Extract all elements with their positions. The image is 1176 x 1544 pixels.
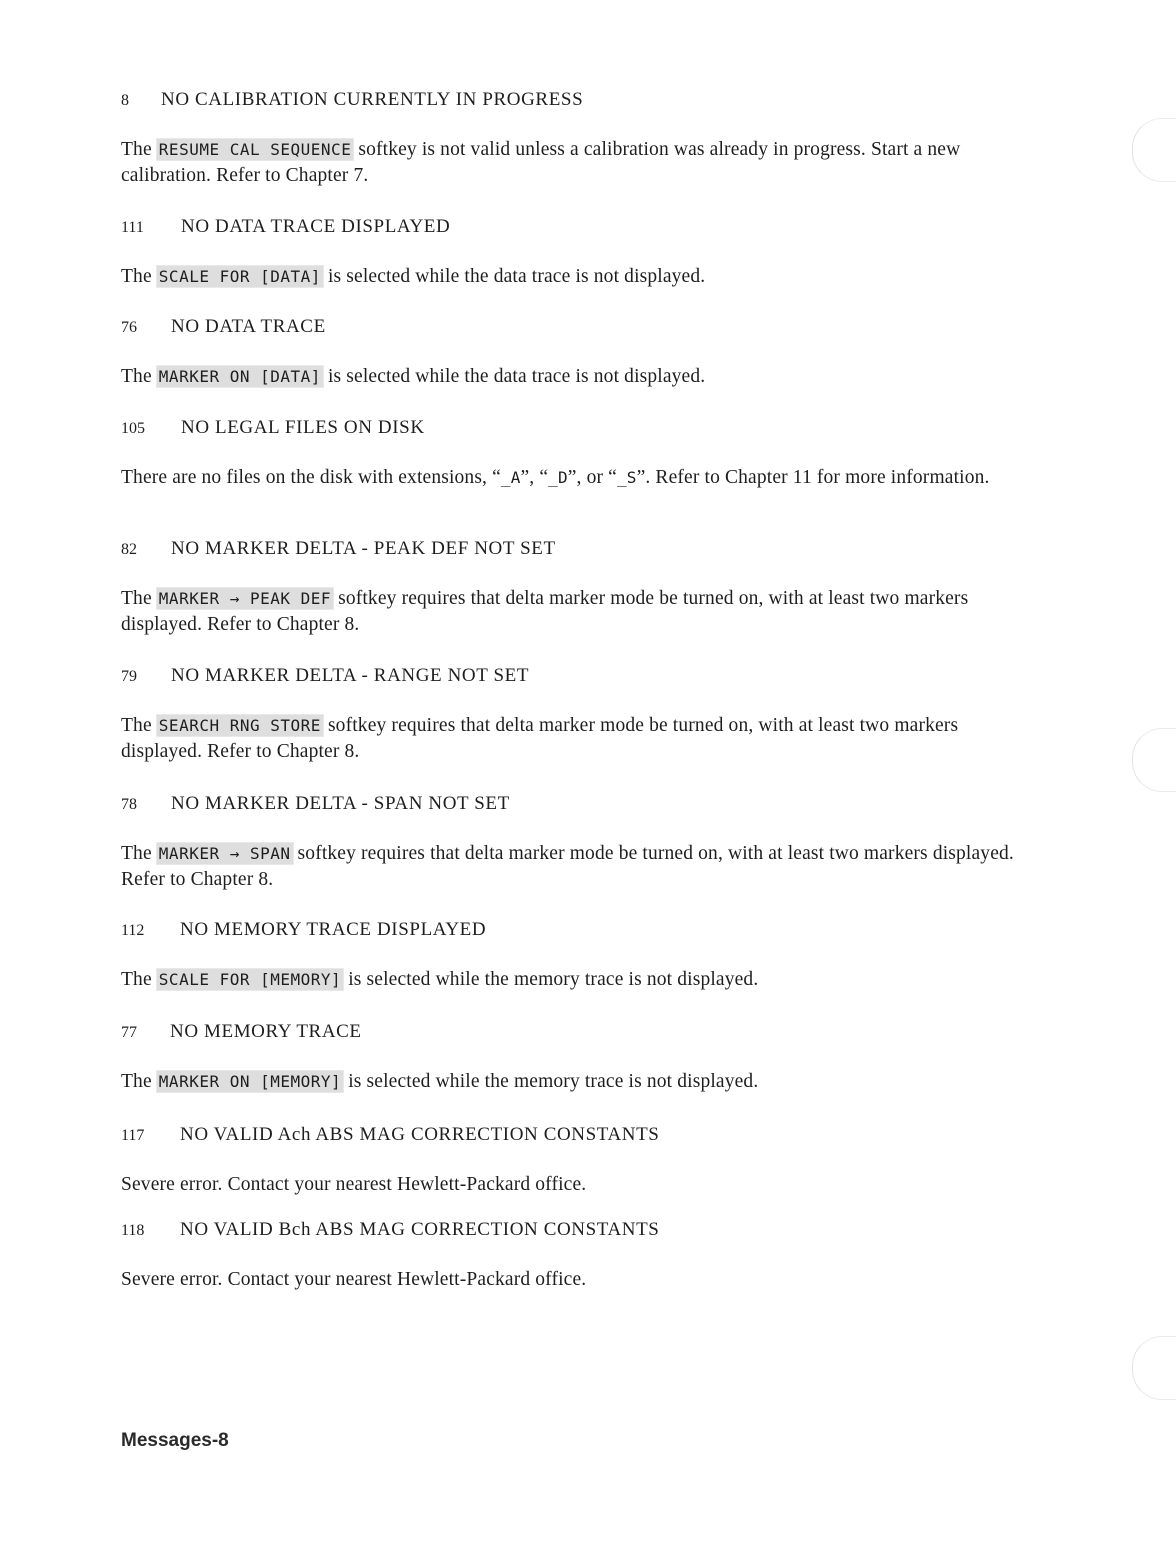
message-entry	[121, 1020, 1041, 1095]
message-description	[121, 713, 1041, 765]
description-text: is selected while the memory trace is not displayed.	[343, 969, 759, 990]
description-text: is selected while the data trace is not displayed.	[322, 366, 706, 387]
message-description	[121, 1172, 1041, 1198]
file-extension: _A	[500, 468, 521, 487]
softkey-label: SEARCH RNG STORE	[158, 716, 321, 735]
error-title: NO DATA TRACE DISPLAYED	[181, 216, 451, 237]
softkey-label: MARKER → PEAK DEF	[158, 589, 332, 608]
description-text: ”, or “	[567, 467, 617, 488]
description-text: The	[121, 266, 157, 287]
message-heading	[121, 215, 1041, 239]
message-description	[121, 264, 1041, 290]
message-heading	[121, 315, 1041, 339]
message-description	[121, 137, 1041, 189]
message-entry	[121, 215, 1041, 290]
description-text: The	[121, 588, 157, 609]
softkey-label: SCALE FOR [DATA]	[158, 267, 321, 286]
message-heading	[121, 537, 1041, 561]
error-title: NO MARKER DELTA - RANGE NOT SET	[171, 665, 530, 686]
error-code: 112	[121, 922, 145, 939]
error-title: NO VALID Ach ABS MAG CORRECTION CONSTANTS	[180, 1124, 660, 1145]
description-text: The	[121, 969, 157, 990]
description-text: The	[121, 843, 157, 864]
description-text: ”, “	[520, 467, 549, 488]
file-extension: _S	[616, 468, 637, 487]
description-text: softkey requires that delta marker mode be turned on, with at least two markers displayed. Refer to Chapter 8.	[121, 843, 1014, 890]
message-entry	[121, 918, 1041, 993]
description-text: is selected while the data trace is not displayed.	[322, 266, 706, 287]
message-description	[121, 1069, 1041, 1095]
message-entry	[121, 315, 1041, 390]
message-heading	[121, 918, 1041, 942]
error-code: 105	[121, 420, 145, 437]
message-entry	[121, 1123, 1041, 1198]
error-title: NO VALID Bch ABS MAG CORRECTION CONSTANTS	[180, 1219, 660, 1240]
message-heading	[121, 664, 1041, 688]
error-title: NO MEMORY TRACE DISPLAYED	[180, 919, 487, 940]
punch-hole	[1132, 118, 1176, 182]
description-text: There are no files on the disk with extensions, “	[121, 467, 501, 488]
message-description	[121, 586, 1041, 638]
description-text: ”. Refer to Chapter 11 for more information.	[636, 467, 990, 488]
message-entry	[121, 416, 1041, 491]
description-text: softkey is not valid unless a calibration was already in progress. Start a new calibration. Refer to Chapter 7.	[121, 139, 961, 186]
error-code: 79	[121, 668, 137, 685]
message-entry	[121, 537, 1041, 638]
error-code: 8	[121, 92, 129, 109]
error-code: 118	[121, 1222, 145, 1239]
message-heading	[121, 88, 1041, 112]
softkey-label: SCALE FOR [MEMORY]	[158, 970, 342, 989]
message-description	[121, 465, 1041, 491]
softkey-label: MARKER ON [DATA]	[158, 367, 321, 386]
error-title: NO DATA TRACE	[171, 316, 326, 337]
message-entry	[121, 88, 1041, 189]
description-text: softkey requires that delta marker mode be turned on, with at least two markers displayed. Refer to Chapter 8.	[121, 588, 969, 635]
message-heading	[121, 1123, 1041, 1147]
message-description	[121, 841, 1041, 893]
softkey-label: MARKER → SPAN	[158, 844, 291, 863]
message-heading	[121, 1218, 1041, 1242]
description-text: Severe error. Contact your nearest Hewlett-Packard office.	[121, 1174, 587, 1195]
error-code: 78	[121, 796, 137, 813]
description-text: Severe error. Contact your nearest Hewlett-Packard office.	[121, 1269, 587, 1290]
message-entry	[121, 792, 1041, 893]
error-code: 82	[121, 541, 137, 558]
description-text: The	[121, 366, 157, 387]
file-extension: _D	[548, 468, 568, 487]
message-heading	[121, 416, 1041, 440]
error-code: 76	[121, 319, 137, 336]
punch-hole	[1132, 1336, 1176, 1400]
error-title: NO MARKER DELTA - PEAK DEF NOT SET	[171, 538, 556, 559]
message-description	[121, 364, 1041, 390]
error-code: 77	[121, 1024, 137, 1041]
punch-hole	[1132, 728, 1176, 792]
description-text: softkey requires that delta marker mode be turned on, with at least two markers displayed. Refer to Chapter 8.	[121, 715, 959, 762]
message-entry	[121, 664, 1041, 765]
description-text: is selected while the memory trace is not displayed.	[343, 1071, 759, 1092]
message-heading	[121, 792, 1041, 816]
message-entry	[121, 1218, 1041, 1293]
description-text: The	[121, 1071, 157, 1092]
error-title: NO MARKER DELTA - SPAN NOT SET	[171, 793, 510, 814]
error-code: 117	[121, 1127, 145, 1144]
error-title: NO CALIBRATION CURRENTLY IN PROGRESS	[161, 89, 584, 110]
softkey-label: RESUME CAL SEQUENCE	[158, 140, 352, 159]
description-text: The	[121, 139, 157, 160]
description-text: The	[121, 715, 157, 736]
page-footer-label: Messages-8	[121, 1430, 229, 1451]
error-code: 111	[121, 219, 144, 236]
message-description	[121, 1267, 1041, 1293]
error-title: NO LEGAL FILES ON DISK	[181, 417, 425, 438]
message-heading	[121, 1020, 1041, 1044]
error-title: NO MEMORY TRACE	[170, 1021, 362, 1042]
softkey-label: MARKER ON [MEMORY]	[158, 1072, 342, 1091]
message-description	[121, 967, 1041, 993]
